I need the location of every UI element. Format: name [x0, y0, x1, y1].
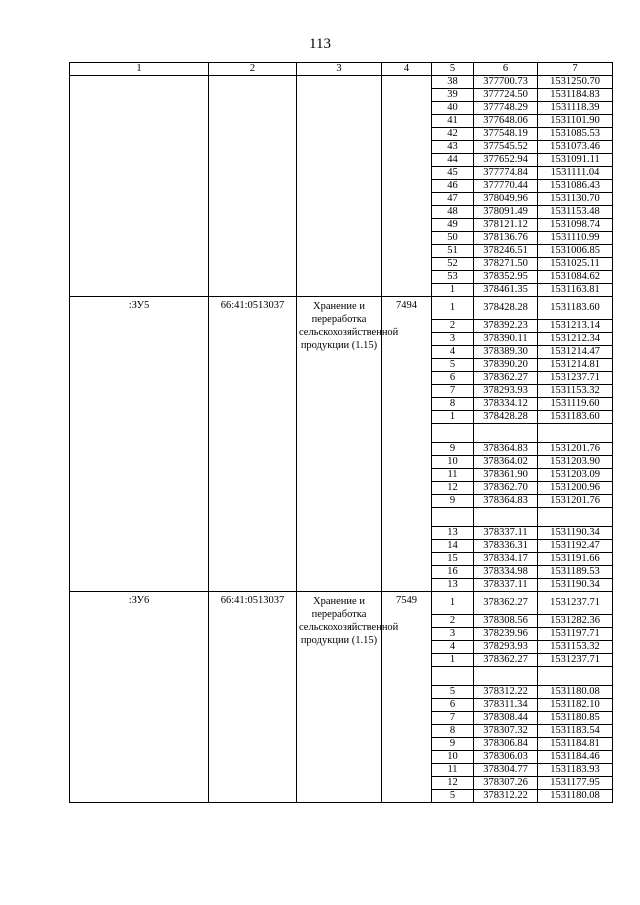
coordinate-y: 1531153.32 — [538, 641, 613, 654]
coordinate-x: 378392.23 — [474, 320, 538, 333]
coordinate-x: 378362.27 — [474, 654, 538, 667]
coordinate-x: 377545.52 — [474, 141, 538, 154]
point-number — [432, 424, 474, 443]
point-number: 10 — [432, 456, 474, 469]
coordinate-x: 378293.93 — [474, 385, 538, 398]
parcel-name: :ЗУ5 — [70, 297, 209, 592]
coordinate-y: 1531180.08 — [538, 790, 613, 803]
point-number: 47 — [432, 193, 474, 206]
coordinate-x: 378364.83 — [474, 495, 538, 508]
coordinate-y: 1531111.04 — [538, 167, 613, 180]
coordinate-y: 1531118.39 — [538, 102, 613, 115]
coordinate-y — [538, 424, 613, 443]
parcel-area — [382, 76, 432, 297]
coordinate-y: 1531214.47 — [538, 346, 613, 359]
point-number: 4 — [432, 346, 474, 359]
page-number: 113 — [309, 36, 331, 52]
coordinate-x: 378239.96 — [474, 628, 538, 641]
point-number: 14 — [432, 540, 474, 553]
table-row — [70, 297, 613, 320]
column-header: 4 — [382, 63, 432, 76]
point-number: 8 — [432, 725, 474, 738]
coordinate-x: 377748.29 — [474, 102, 538, 115]
point-number: 1 — [432, 284, 474, 297]
permitted-use — [297, 76, 382, 297]
coordinate-y — [538, 508, 613, 527]
coordinate-y: 1531006.85 — [538, 245, 613, 258]
point-number: 44 — [432, 154, 474, 167]
coordinate-y: 1531119.60 — [538, 398, 613, 411]
coordinate-x: 378337.11 — [474, 527, 538, 540]
point-number: 1 — [432, 654, 474, 667]
coordinate-x: 378364.83 — [474, 443, 538, 456]
cadastral-number: 66:41:0513037 — [209, 592, 297, 803]
coordinate-y: 1531101.90 — [538, 115, 613, 128]
point-number — [432, 508, 474, 527]
point-number: 10 — [432, 751, 474, 764]
coordinate-y: 1531182.10 — [538, 699, 613, 712]
column-header: 1 — [70, 63, 209, 76]
coordinate-y: 1531091.11 — [538, 154, 613, 167]
point-number: 51 — [432, 245, 474, 258]
coordinate-y: 1531189.53 — [538, 566, 613, 579]
coordinate-y: 1531085.53 — [538, 128, 613, 141]
coordinate-x: 377770.44 — [474, 180, 538, 193]
table-row — [70, 76, 613, 89]
coordinate-y: 1531073.46 — [538, 141, 613, 154]
coordinate-y: 1531203.90 — [538, 456, 613, 469]
point-number: 2 — [432, 320, 474, 333]
coordinate-x — [474, 508, 538, 527]
coordinate-x: 378307.26 — [474, 777, 538, 790]
coordinate-x: 378308.44 — [474, 712, 538, 725]
coordinate-y: 1531201.76 — [538, 495, 613, 508]
column-header: 5 — [432, 63, 474, 76]
coordinate-y: 1531237.71 — [538, 654, 613, 667]
coordinate-x: 378390.11 — [474, 333, 538, 346]
point-number: 5 — [432, 790, 474, 803]
coordinate-y: 1531250.70 — [538, 76, 613, 89]
coordinate-y: 1531237.71 — [538, 592, 613, 615]
coordinate-x: 378307.32 — [474, 725, 538, 738]
column-header: 6 — [474, 63, 538, 76]
point-number: 6 — [432, 372, 474, 385]
coordinate-x: 378334.12 — [474, 398, 538, 411]
coordinate-y: 1531183.93 — [538, 764, 613, 777]
point-number: 5 — [432, 686, 474, 699]
point-number: 41 — [432, 115, 474, 128]
column-header: 3 — [297, 63, 382, 76]
coordinate-y: 1531184.81 — [538, 738, 613, 751]
coordinate-y: 1531098.74 — [538, 219, 613, 232]
coordinate-y: 1531203.09 — [538, 469, 613, 482]
coordinate-x: 378428.28 — [474, 411, 538, 424]
coordinate-y: 1531282.36 — [538, 615, 613, 628]
point-number: 11 — [432, 469, 474, 482]
coordinate-y — [538, 667, 613, 686]
coordinate-y: 1531184.46 — [538, 751, 613, 764]
point-number: 38 — [432, 76, 474, 89]
point-number: 9 — [432, 495, 474, 508]
cadastral-number: 66:41:0513037 — [209, 297, 297, 592]
point-number: 3 — [432, 333, 474, 346]
coordinate-y: 1531110.99 — [538, 232, 613, 245]
point-number: 53 — [432, 271, 474, 284]
point-number: 40 — [432, 102, 474, 115]
coordinates-table — [69, 62, 613, 803]
point-number: 13 — [432, 527, 474, 540]
point-number: 39 — [432, 89, 474, 102]
coordinate-x: 378121.12 — [474, 219, 538, 232]
coordinate-y: 1531180.08 — [538, 686, 613, 699]
coordinate-x: 378364.02 — [474, 456, 538, 469]
coordinate-x: 378091.49 — [474, 206, 538, 219]
coordinate-x: 378362.27 — [474, 372, 538, 385]
coordinate-y: 1531084.62 — [538, 271, 613, 284]
point-number — [432, 667, 474, 686]
coordinate-x: 377724.50 — [474, 89, 538, 102]
coordinate-y: 1531153.48 — [538, 206, 613, 219]
coordinate-y: 1531190.34 — [538, 527, 613, 540]
coordinate-y: 1531213.14 — [538, 320, 613, 333]
point-number: 9 — [432, 443, 474, 456]
coordinate-x: 378271.50 — [474, 258, 538, 271]
coordinate-y: 1531183.54 — [538, 725, 613, 738]
coordinate-y: 1531191.66 — [538, 553, 613, 566]
coordinate-y: 1531183.60 — [538, 297, 613, 320]
coordinate-x: 378337.11 — [474, 579, 538, 592]
coordinate-x: 378312.22 — [474, 790, 538, 803]
coordinate-x: 378362.27 — [474, 592, 538, 615]
coordinate-x: 378246.51 — [474, 245, 538, 258]
point-number: 2 — [432, 615, 474, 628]
point-number: 7 — [432, 385, 474, 398]
point-number: 4 — [432, 641, 474, 654]
point-number: 48 — [432, 206, 474, 219]
point-number: 52 — [432, 258, 474, 271]
header-row — [70, 63, 613, 76]
point-number: 43 — [432, 141, 474, 154]
coordinate-x: 378311.34 — [474, 699, 538, 712]
point-number: 1 — [432, 411, 474, 424]
point-number: 49 — [432, 219, 474, 232]
coordinate-x: 378049.96 — [474, 193, 538, 206]
coordinate-x: 377774.84 — [474, 167, 538, 180]
coordinate-y: 1531177.95 — [538, 777, 613, 790]
coordinate-y: 1531184.83 — [538, 89, 613, 102]
coordinate-x: 378336.31 — [474, 540, 538, 553]
column-header: 7 — [538, 63, 613, 76]
parcel-area: 7494 — [382, 297, 432, 592]
coordinate-y: 1531180.85 — [538, 712, 613, 725]
coordinate-x: 378293.93 — [474, 641, 538, 654]
coordinate-x: 378334.17 — [474, 553, 538, 566]
coordinate-x: 377652.94 — [474, 154, 538, 167]
coordinate-y: 1531192.47 — [538, 540, 613, 553]
permitted-use: Хранение и переработка сельскохозяйственной продукции (1.15) — [297, 297, 382, 592]
point-number: 12 — [432, 777, 474, 790]
coordinate-x: 378306.03 — [474, 751, 538, 764]
coordinate-x — [474, 667, 538, 686]
coordinate-x: 378362.70 — [474, 482, 538, 495]
coordinate-x: 378361.90 — [474, 469, 538, 482]
coordinate-y: 1531163.81 — [538, 284, 613, 297]
coordinate-x: 378390.20 — [474, 359, 538, 372]
coordinate-y: 1531212.34 — [538, 333, 613, 346]
coordinate-y: 1531190.34 — [538, 579, 613, 592]
point-number: 7 — [432, 712, 474, 725]
point-number: 8 — [432, 398, 474, 411]
column-header: 2 — [209, 63, 297, 76]
point-number: 6 — [432, 699, 474, 712]
coordinate-x: 378461.35 — [474, 284, 538, 297]
point-number: 9 — [432, 738, 474, 751]
coordinate-x: 378308.56 — [474, 615, 538, 628]
point-number: 15 — [432, 553, 474, 566]
permitted-use: Хранение и переработка сельскохозяйственной продукции (1.15) — [297, 592, 382, 803]
coordinate-x: 378304.77 — [474, 764, 538, 777]
point-number: 45 — [432, 167, 474, 180]
coordinate-x: 378389.30 — [474, 346, 538, 359]
table-row — [70, 592, 613, 615]
point-number: 5 — [432, 359, 474, 372]
coordinate-x: 377548.19 — [474, 128, 538, 141]
point-number: 1 — [432, 592, 474, 615]
point-number: 50 — [432, 232, 474, 245]
coordinate-y: 1531197.71 — [538, 628, 613, 641]
coordinate-x: 377648.06 — [474, 115, 538, 128]
coordinate-y: 1531237.71 — [538, 372, 613, 385]
coordinate-x: 378136.76 — [474, 232, 538, 245]
coordinate-y: 1531130.70 — [538, 193, 613, 206]
coordinate-y: 1531214.81 — [538, 359, 613, 372]
coordinate-y: 1531200.96 — [538, 482, 613, 495]
coordinate-y: 1531201.76 — [538, 443, 613, 456]
coordinate-y: 1531025.11 — [538, 258, 613, 271]
coordinate-y: 1531086.43 — [538, 180, 613, 193]
point-number: 1 — [432, 297, 474, 320]
coordinate-x: 378428.28 — [474, 297, 538, 320]
coordinate-y: 1531183.60 — [538, 411, 613, 424]
point-number: 3 — [432, 628, 474, 641]
parcel-area: 7549 — [382, 592, 432, 803]
coordinate-x: 378306.84 — [474, 738, 538, 751]
coordinate-x: 378352.95 — [474, 271, 538, 284]
point-number: 42 — [432, 128, 474, 141]
point-number: 11 — [432, 764, 474, 777]
coordinate-x: 377700.73 — [474, 76, 538, 89]
parcel-name: :ЗУ6 — [70, 592, 209, 803]
coordinate-x: 378312.22 — [474, 686, 538, 699]
cadastral-number — [209, 76, 297, 297]
coordinate-x — [474, 424, 538, 443]
point-number: 13 — [432, 579, 474, 592]
parcel-name — [70, 76, 209, 297]
point-number: 46 — [432, 180, 474, 193]
coordinate-x: 378334.98 — [474, 566, 538, 579]
coordinate-y: 1531153.32 — [538, 385, 613, 398]
point-number: 16 — [432, 566, 474, 579]
point-number: 12 — [432, 482, 474, 495]
